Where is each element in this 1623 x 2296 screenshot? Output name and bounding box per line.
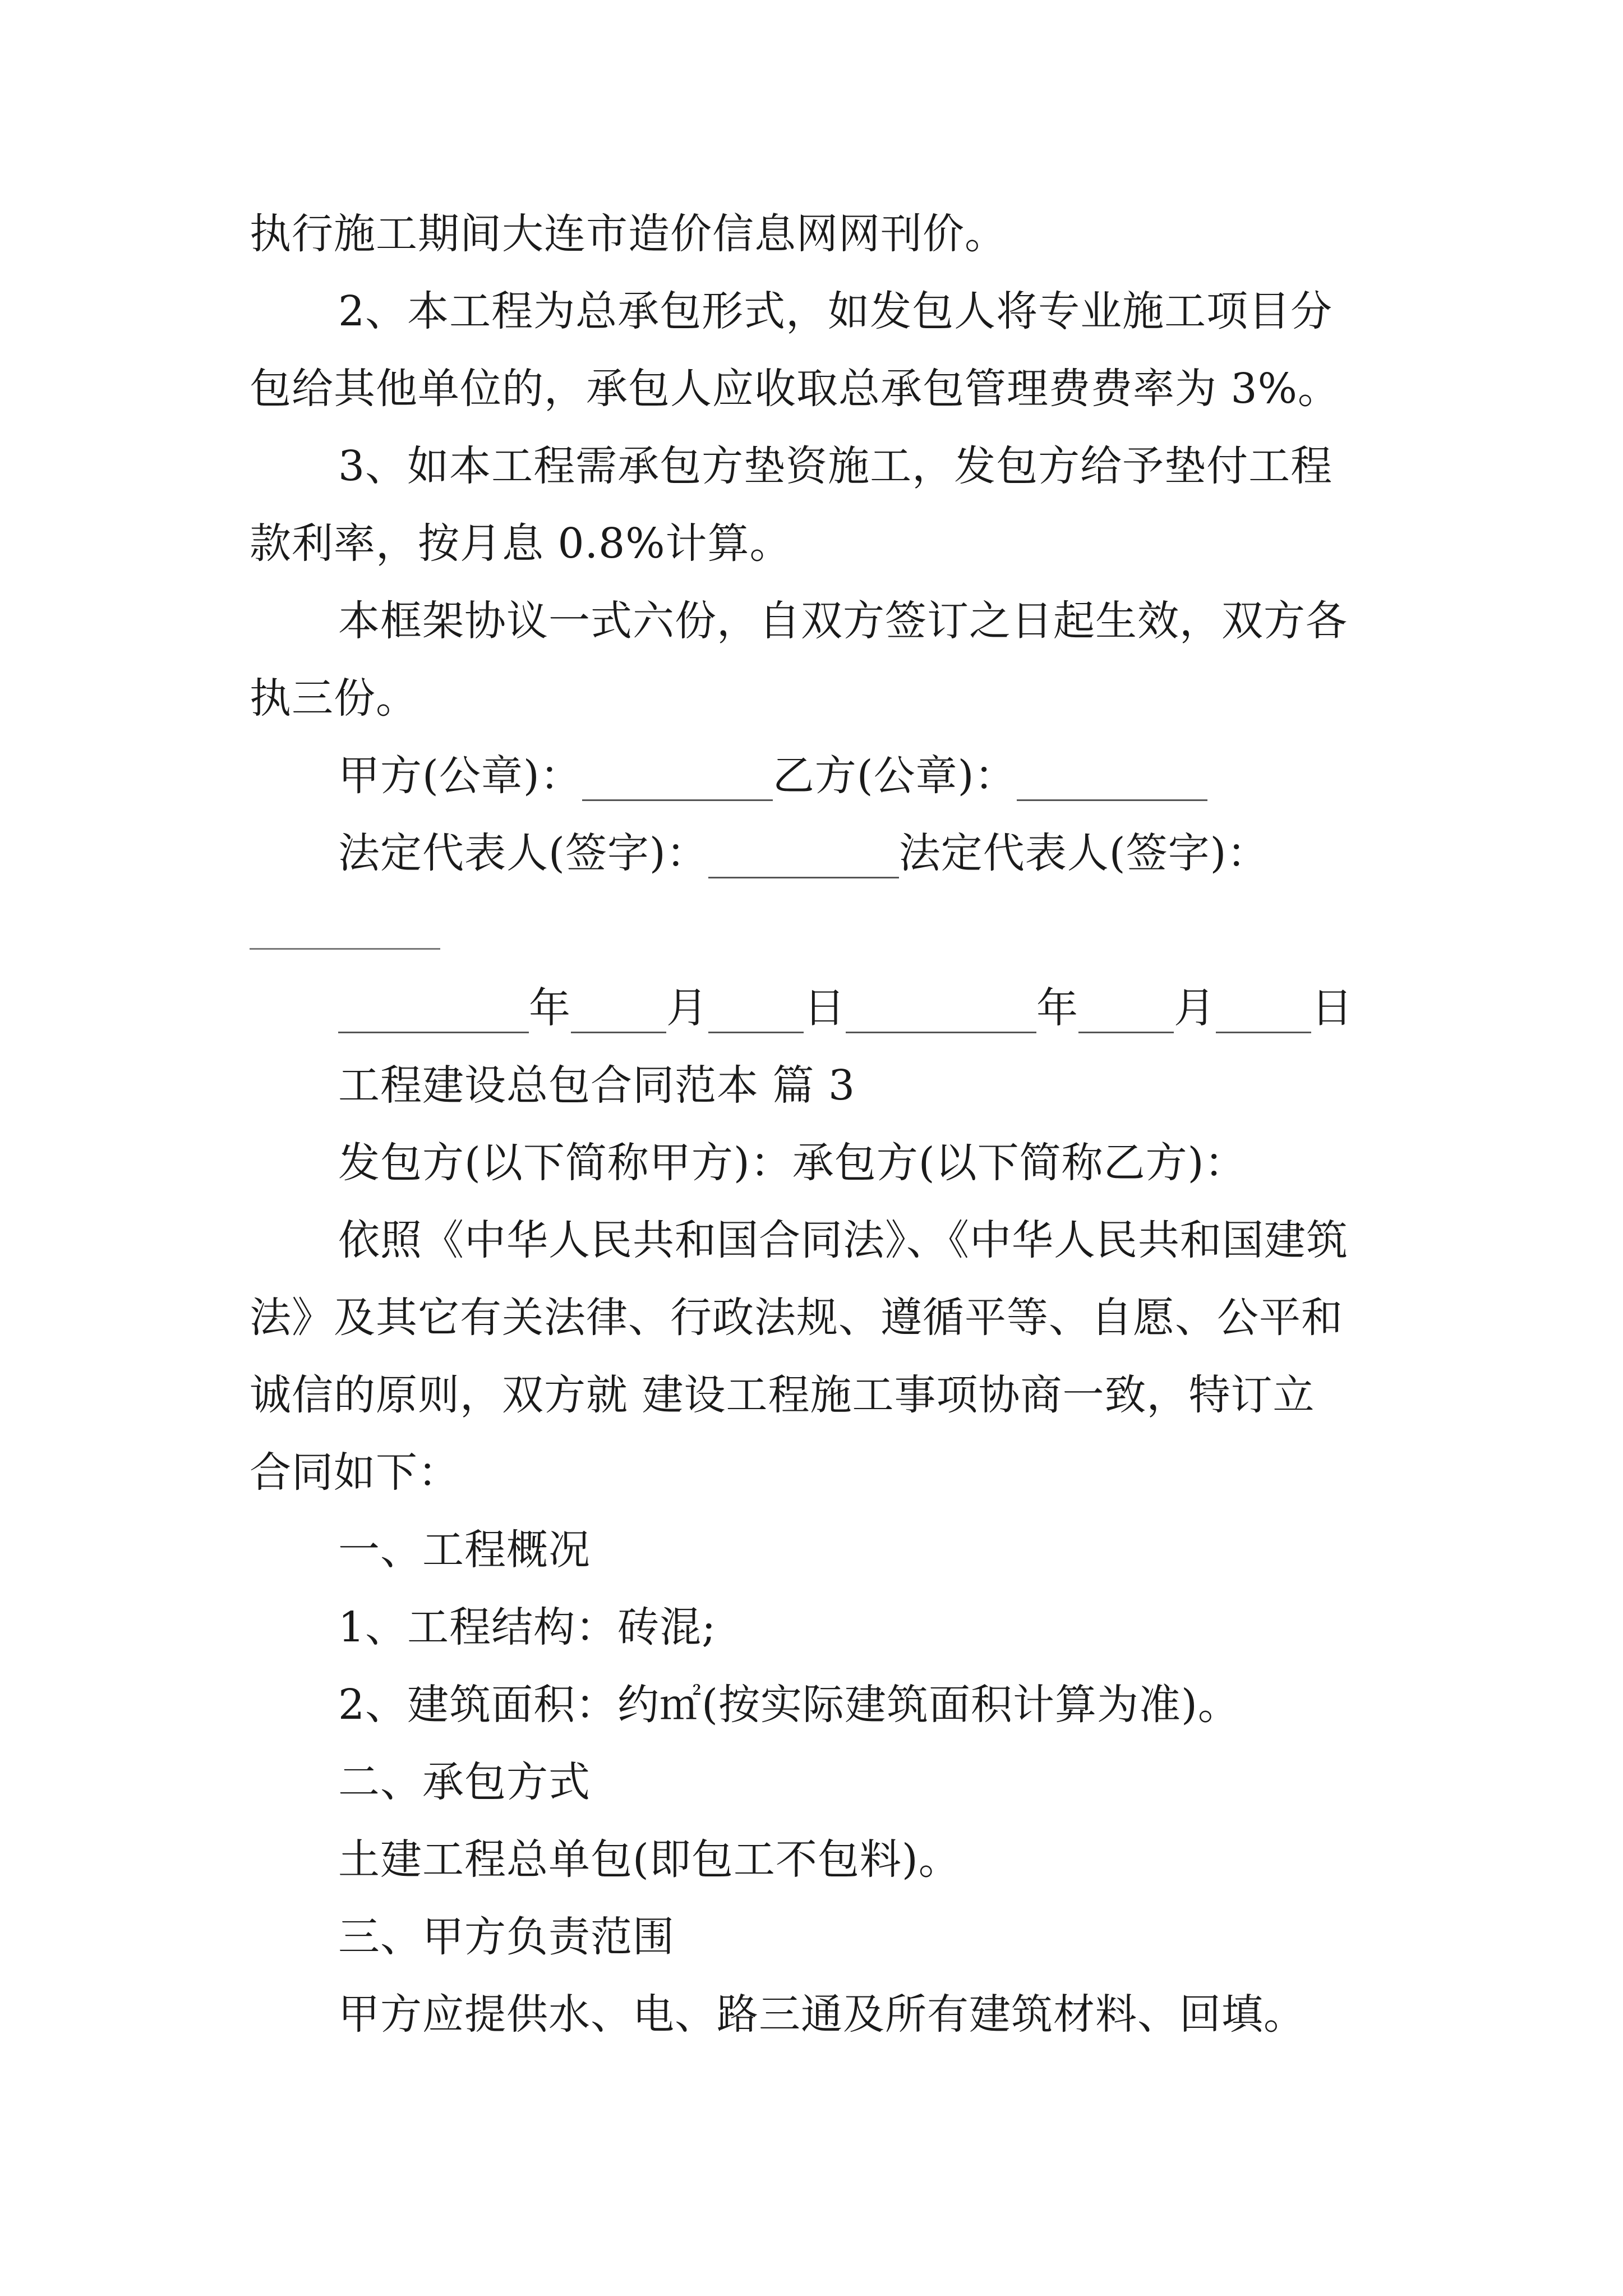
paragraph-line: 2、本工程为总承包形式，如发包人将专业施工项目分 xyxy=(338,287,1333,335)
date-a-month-label: 月 xyxy=(666,984,708,1032)
paragraph-line: 甲方应提供水、电、路三通及所有建筑材料、回填。 xyxy=(338,1990,1306,2039)
paragraph-line: 土建工程总单包(即包工不包料)。 xyxy=(338,1835,961,1884)
party-a-seal-label: 甲方(公章)： xyxy=(338,752,582,800)
party-a-rep-label: 法定代表人(签字)： xyxy=(338,829,708,877)
section-title: 工程建设总包合同范本 篇 3 xyxy=(338,1061,856,1110)
parties-line: 发包方(以下简称甲方)：承包方(以下简称乙方)： xyxy=(338,1139,1247,1187)
paragraph-line: 执行施工期间大连市造价信息网网刊价。 xyxy=(250,210,1007,258)
date-line xyxy=(338,983,1482,1033)
party-b-seal-label: 乙方(公章)： xyxy=(772,752,1017,800)
date-b-year-label: 年 xyxy=(1036,984,1078,1032)
representative-line xyxy=(338,828,1482,878)
date-a-year-blank xyxy=(338,991,529,1033)
party-b-rep-label: 法定代表人(签字)： xyxy=(898,829,1269,877)
paragraph-line: 法》及其它有关法律、行政法规、遵循平等、自愿、公平和 xyxy=(250,1294,1343,1342)
party-a-seal-blank xyxy=(582,759,773,801)
date-a-day-label: 日 xyxy=(804,984,846,1032)
paragraph-line: 款利率，按月息 0.8%计算。 xyxy=(250,519,792,568)
date-b-month-label: 月 xyxy=(1174,984,1216,1032)
date-b-year-blank xyxy=(846,991,1036,1033)
party-b-seal-blank xyxy=(1017,759,1207,801)
date-a-month-blank xyxy=(571,991,666,1033)
paragraph-line: 依照《中华人民共和国合同法》、《中华人民共和国建筑 xyxy=(338,1216,1348,1264)
heading-contract-method: 二、承包方式 xyxy=(338,1758,591,1806)
date-b-day-label: 日 xyxy=(1311,984,1353,1032)
paragraph-line: 本框架协议一式六份，自双方签订之日起生效，双方各 xyxy=(338,597,1348,645)
party-b-rep-blank xyxy=(250,948,440,950)
date-a-year-label: 年 xyxy=(529,984,571,1032)
paragraph-line: 诚信的原则，双方就 建设工程施工事项协商一致，特订立 xyxy=(250,1371,1315,1419)
paragraph-line: 执三份。 xyxy=(250,674,418,723)
paragraph-line: 3、如本工程需承包方垫资施工，发包方给予垫付工程 xyxy=(338,442,1333,490)
party-seal-line xyxy=(338,751,1482,801)
heading-project-overview: 一、工程概况 xyxy=(338,1526,591,1574)
paragraph-line: 包给其他单位的，承包人应收取总承包管理费费率为 3%。 xyxy=(250,365,1340,413)
date-b-day-blank xyxy=(1216,991,1311,1033)
heading-party-a-scope: 三、甲方负责范围 xyxy=(338,1913,675,1961)
list-item: 2、建筑面积：约㎡(按实际建筑面积计算为准)。 xyxy=(338,1681,1240,1729)
paragraph-line: 合同如下： xyxy=(250,1448,460,1497)
party-a-rep-blank xyxy=(708,836,899,878)
list-item: 1、工程结构：砖混; xyxy=(338,1603,717,1651)
date-a-day-blank xyxy=(708,991,804,1033)
date-b-month-blank xyxy=(1078,991,1174,1033)
